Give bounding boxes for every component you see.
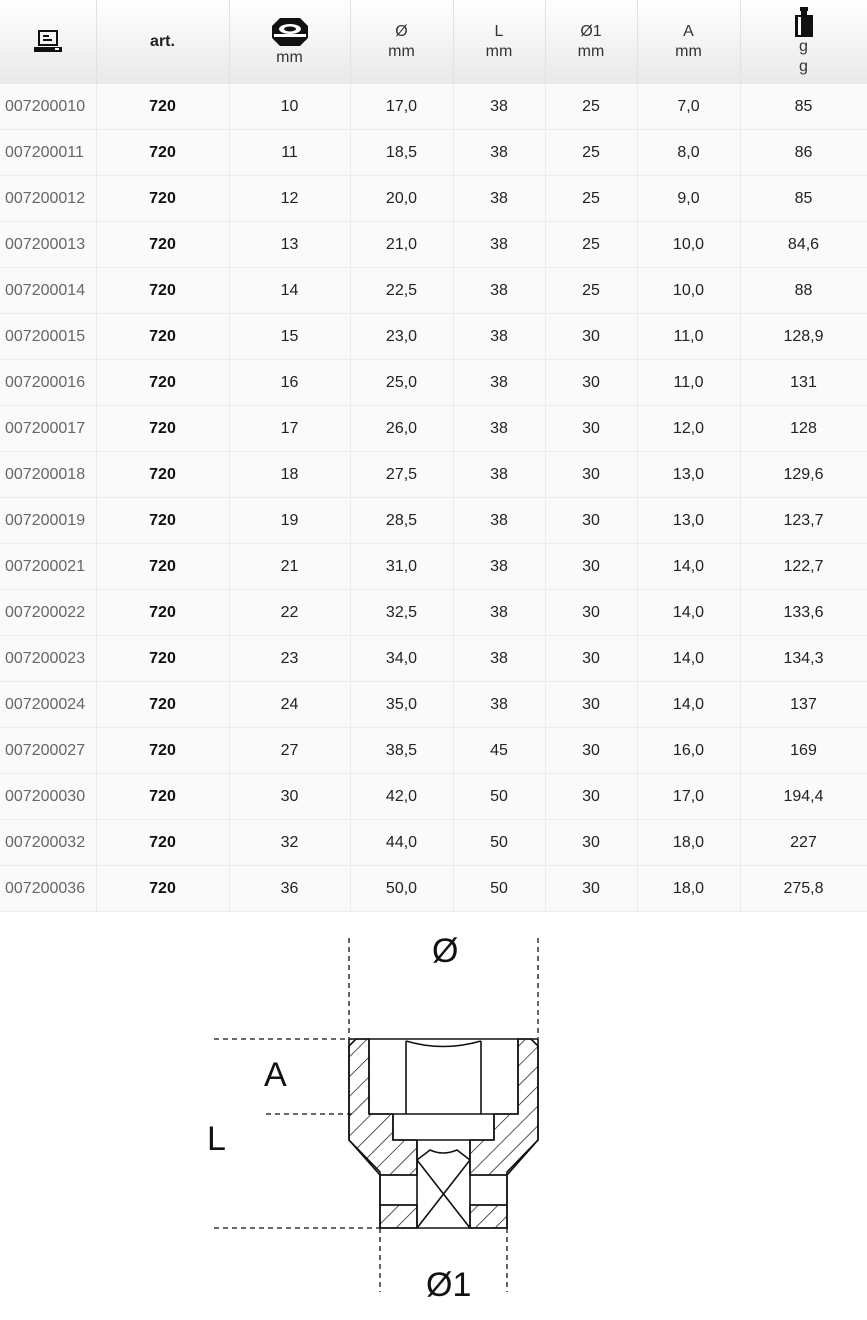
cell-drive-diameter: 30	[545, 360, 637, 406]
cell-hex-depth: 14,0	[637, 636, 740, 682]
hex-nut-icon	[270, 16, 310, 48]
cell-length: 38	[453, 84, 545, 130]
col-header-art: art.	[96, 0, 229, 84]
col-header-drive-diameter: Ø1 mm	[545, 0, 637, 84]
weight-icon	[793, 7, 815, 37]
cell-drive-diameter: 25	[545, 176, 637, 222]
cell-code: 007200015	[0, 314, 96, 360]
cell-drive-diameter: 25	[545, 84, 637, 130]
cell-length: 38	[453, 360, 545, 406]
cell-weight: 227	[740, 820, 867, 866]
cell-art: 720	[96, 222, 229, 268]
table-row	[0, 590, 867, 636]
cell-length: 38	[453, 544, 545, 590]
cell-weight: 169	[740, 728, 867, 774]
cell-drive-diameter: 30	[545, 866, 637, 912]
dim-label-drive-diameter: Ø1	[426, 1266, 472, 1304]
cell-code: 007200013	[0, 222, 96, 268]
cell-code: 007200012	[0, 176, 96, 222]
cell-hex-depth: 13,0	[637, 452, 740, 498]
cell-length: 38	[453, 130, 545, 176]
cell-size: 12	[229, 176, 350, 222]
table-row	[0, 360, 867, 406]
cell-length: 50	[453, 866, 545, 912]
cell-art: 720	[96, 314, 229, 360]
cell-weight: 128	[740, 406, 867, 452]
cell-code: 007200024	[0, 682, 96, 728]
cell-drive-diameter: 30	[545, 682, 637, 728]
cell-art: 720	[96, 176, 229, 222]
col-header-hex-depth: A mm	[637, 0, 740, 84]
cell-outer-diameter: 31,0	[350, 544, 453, 590]
cell-weight: 134,3	[740, 636, 867, 682]
cell-hex-depth: 16,0	[637, 728, 740, 774]
cell-art: 720	[96, 774, 229, 820]
cell-drive-diameter: 30	[545, 314, 637, 360]
cell-outer-diameter: 38,5	[350, 728, 453, 774]
cell-outer-diameter: 26,0	[350, 406, 453, 452]
cell-drive-diameter: 30	[545, 728, 637, 774]
cell-weight: 128,9	[740, 314, 867, 360]
cell-code: 007200014	[0, 268, 96, 314]
cell-length: 38	[453, 222, 545, 268]
computer-icon	[33, 30, 63, 54]
cell-size: 18	[229, 452, 350, 498]
cell-code: 007200010	[0, 84, 96, 130]
cell-art: 720	[96, 452, 229, 498]
cell-hex-depth: 17,0	[637, 774, 740, 820]
cell-outer-diameter: 20,0	[350, 176, 453, 222]
cell-length: 38	[453, 268, 545, 314]
cell-length: 50	[453, 774, 545, 820]
cell-weight: 133,6	[740, 590, 867, 636]
cell-code: 007200019	[0, 498, 96, 544]
cell-length: 38	[453, 452, 545, 498]
cell-length: 38	[453, 636, 545, 682]
cell-drive-diameter: 25	[545, 268, 637, 314]
cell-hex-depth: 12,0	[637, 406, 740, 452]
cell-drive-diameter: 30	[545, 636, 637, 682]
cell-hex-depth: 7,0	[637, 84, 740, 130]
cell-size: 11	[229, 130, 350, 176]
cell-weight: 137	[740, 682, 867, 728]
cell-hex-depth: 11,0	[637, 360, 740, 406]
cell-hex-depth: 14,0	[637, 590, 740, 636]
cell-drive-diameter: 30	[545, 774, 637, 820]
cell-code: 007200022	[0, 590, 96, 636]
dim-label-hex-depth: A	[264, 1056, 287, 1094]
cell-hex-depth: 10,0	[637, 222, 740, 268]
cell-length: 38	[453, 314, 545, 360]
cell-drive-diameter: 25	[545, 130, 637, 176]
cell-size: 13	[229, 222, 350, 268]
cell-art: 720	[96, 130, 229, 176]
table-row	[0, 268, 867, 314]
cell-art: 720	[96, 268, 229, 314]
table-row	[0, 222, 867, 268]
dim-label-outer-diameter: Ø	[432, 932, 459, 970]
cell-outer-diameter: 23,0	[350, 314, 453, 360]
cell-length: 50	[453, 820, 545, 866]
cell-weight: 86	[740, 130, 867, 176]
cell-length: 45	[453, 728, 545, 774]
cell-weight: 275,8	[740, 866, 867, 912]
table-row	[0, 84, 867, 130]
cell-weight: 123,7	[740, 498, 867, 544]
cell-code: 007200023	[0, 636, 96, 682]
cell-outer-diameter: 18,5	[350, 130, 453, 176]
cell-size: 21	[229, 544, 350, 590]
cell-art: 720	[96, 636, 229, 682]
cell-art: 720	[96, 590, 229, 636]
col-header-code	[0, 0, 96, 84]
cell-hex-depth: 11,0	[637, 314, 740, 360]
cell-weight: 85	[740, 84, 867, 130]
cell-code: 007200011	[0, 130, 96, 176]
cell-size: 16	[229, 360, 350, 406]
cell-size: 24	[229, 682, 350, 728]
cell-art: 720	[96, 866, 229, 912]
cell-drive-diameter: 30	[545, 498, 637, 544]
cell-hex-depth: 18,0	[637, 820, 740, 866]
cell-code: 007200021	[0, 544, 96, 590]
cell-outer-diameter: 32,5	[350, 590, 453, 636]
cell-size: 14	[229, 268, 350, 314]
cell-weight: 194,4	[740, 774, 867, 820]
cell-size: 22	[229, 590, 350, 636]
dim-label-length: L	[207, 1120, 226, 1158]
table-row	[0, 774, 867, 820]
table-row	[0, 728, 867, 774]
cell-weight: 122,7	[740, 544, 867, 590]
cell-hex-depth: 8,0	[637, 130, 740, 176]
table-row	[0, 544, 867, 590]
cell-length: 38	[453, 406, 545, 452]
col-header-weight: g g	[740, 0, 867, 84]
cell-outer-diameter: 27,5	[350, 452, 453, 498]
cell-drive-diameter: 25	[545, 222, 637, 268]
cell-art: 720	[96, 498, 229, 544]
cell-hex-depth: 14,0	[637, 682, 740, 728]
cell-art: 720	[96, 728, 229, 774]
cell-code: 007200030	[0, 774, 96, 820]
cell-weight: 131	[740, 360, 867, 406]
table-row	[0, 176, 867, 222]
cell-outer-diameter: 25,0	[350, 360, 453, 406]
cell-size: 36	[229, 866, 350, 912]
cell-drive-diameter: 30	[545, 544, 637, 590]
cell-hex-depth: 18,0	[637, 866, 740, 912]
col-header-length: L mm	[453, 0, 545, 84]
table-row	[0, 820, 867, 866]
cell-length: 38	[453, 590, 545, 636]
cell-size: 30	[229, 774, 350, 820]
table-row	[0, 452, 867, 498]
cell-outer-diameter: 42,0	[350, 774, 453, 820]
cell-weight: 84,6	[740, 222, 867, 268]
cell-hex-depth: 13,0	[637, 498, 740, 544]
cell-code: 007200018	[0, 452, 96, 498]
cell-size: 10	[229, 84, 350, 130]
table-row	[0, 498, 867, 544]
cell-drive-diameter: 30	[545, 590, 637, 636]
table-row	[0, 406, 867, 452]
cell-size: 32	[229, 820, 350, 866]
cell-drive-diameter: 30	[545, 406, 637, 452]
cell-size: 17	[229, 406, 350, 452]
cell-outer-diameter: 35,0	[350, 682, 453, 728]
cell-length: 38	[453, 498, 545, 544]
table-row	[0, 866, 867, 912]
cell-size: 19	[229, 498, 350, 544]
cell-weight: 85	[740, 176, 867, 222]
cell-length: 38	[453, 176, 545, 222]
cell-code: 007200032	[0, 820, 96, 866]
table-row	[0, 130, 867, 176]
cell-size: 15	[229, 314, 350, 360]
cell-drive-diameter: 30	[545, 820, 637, 866]
cell-hex-depth: 10,0	[637, 268, 740, 314]
cell-code: 007200036	[0, 866, 96, 912]
table-row	[0, 314, 867, 360]
cell-art: 720	[96, 406, 229, 452]
cell-art: 720	[96, 682, 229, 728]
cell-weight: 129,6	[740, 452, 867, 498]
cell-art: 720	[96, 360, 229, 406]
cell-outer-diameter: 50,0	[350, 866, 453, 912]
cell-outer-diameter: 28,5	[350, 498, 453, 544]
cell-code: 007200016	[0, 360, 96, 406]
cell-code: 007200017	[0, 406, 96, 452]
col-header-size: mm	[229, 0, 350, 84]
cell-hex-depth: 9,0	[637, 176, 740, 222]
cell-outer-diameter: 17,0	[350, 84, 453, 130]
cell-art: 720	[96, 84, 229, 130]
cell-art: 720	[96, 820, 229, 866]
socket-cross-section-drawing	[0, 912, 867, 1320]
cell-length: 38	[453, 682, 545, 728]
cell-art: 720	[96, 544, 229, 590]
table-row	[0, 682, 867, 728]
cell-size: 27	[229, 728, 350, 774]
cell-outer-diameter: 44,0	[350, 820, 453, 866]
table-header-row	[0, 0, 867, 84]
cell-drive-diameter: 30	[545, 452, 637, 498]
col-header-outer-diameter: Ø mm	[350, 0, 453, 84]
cell-outer-diameter: 34,0	[350, 636, 453, 682]
cell-size: 23	[229, 636, 350, 682]
cell-outer-diameter: 21,0	[350, 222, 453, 268]
cell-weight: 88	[740, 268, 867, 314]
table-row	[0, 636, 867, 682]
cell-code: 007200027	[0, 728, 96, 774]
cell-outer-diameter: 22,5	[350, 268, 453, 314]
cell-hex-depth: 14,0	[637, 544, 740, 590]
